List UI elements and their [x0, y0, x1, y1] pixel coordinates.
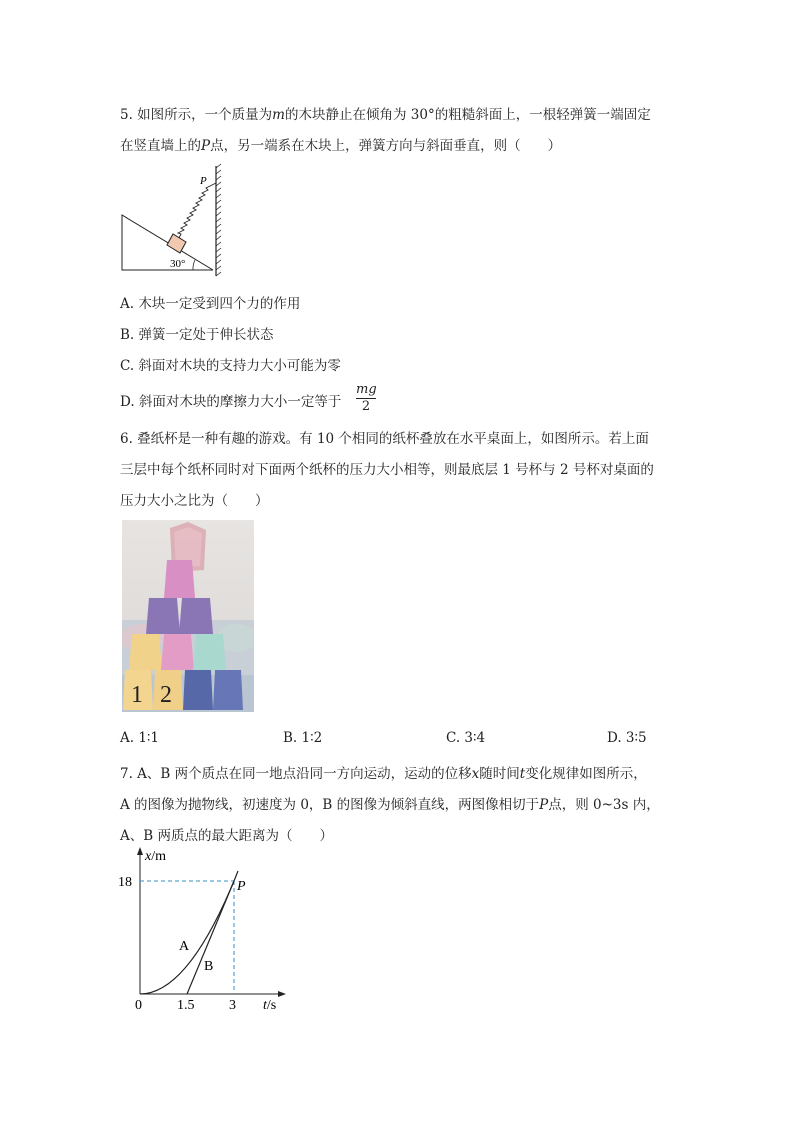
q6-stem-line2: 三层中每个纸杯同时对下面两个纸杯的压力大小相等，则最底层 1 号杯与 2 号杯对桌面的	[120, 462, 654, 478]
q6-option-d[interactable]: D. 3∶5	[607, 730, 647, 746]
x-axis-arrow	[278, 991, 286, 997]
angle-arc	[193, 260, 195, 270]
tick-x-3: 3	[229, 998, 236, 1013]
wood-block	[167, 234, 186, 253]
cup-bottom-4	[213, 670, 243, 710]
y-axis-label: x/m	[145, 849, 166, 864]
q6-option-a[interactable]: A. 1∶1	[120, 730, 160, 746]
q6-stem-line3: 压力大小之比为（ ）	[120, 493, 269, 509]
q6-option-b[interactable]: B. 1∶2	[283, 730, 323, 746]
q5-incline-figure	[118, 163, 228, 278]
q6-option-c[interactable]: C. 3∶4	[446, 730, 486, 746]
cup-label-1: 1	[131, 682, 143, 708]
mass-symbol: m	[272, 107, 285, 123]
mg-over-2-fraction: $\frac{mg}{2}$	[356, 382, 377, 414]
cup-layer2-right	[179, 598, 213, 634]
x-axis-label: t/s	[263, 998, 277, 1013]
q5-option-d[interactable]: D. 斜面对木块的摩擦力大小一定等于	[120, 394, 342, 410]
label-a: A	[179, 939, 190, 954]
cup-label-2: 2	[160, 682, 172, 708]
y-axis-arrow	[137, 847, 143, 855]
q5-option-c[interactable]: C. 斜面对木块的支持力大小可能为零	[120, 358, 341, 374]
q5-stem-line1: 5. 如图所示，一个质量为m的木块静止在倾角为 30°的粗糙斜面上，一根轻弹簧一端固定	[120, 107, 651, 123]
tick-x-0: 0	[135, 998, 142, 1013]
q5-option-b[interactable]: B. 弹簧一定处于伸长状态	[120, 327, 274, 343]
q5-option-a[interactable]: A. 木块一定受到四个力的作用	[120, 296, 301, 312]
q6-stem-line1: 6. 叠纸杯是一种有趣的游戏。有 10 个相同的纸杯叠放在水平桌面上，如图所示。若上面	[120, 431, 649, 447]
angle-label: 30°	[170, 258, 186, 270]
paper-cups-photo	[122, 520, 254, 712]
line-b	[187, 881, 234, 994]
tick-y-18: 18	[118, 875, 132, 890]
q5-stem-line2: 在竖直墙上的P点，另一端系在木块上，弹簧方向与斜面垂直，则（ ）	[120, 138, 562, 154]
label-p: P	[237, 879, 246, 894]
q7-stem-line3: A、B 两质点的最大距离为（ ）	[120, 828, 333, 844]
wall-hatching	[216, 164, 221, 276]
cup-layer2-left	[146, 598, 180, 634]
q7-xt-graph	[110, 845, 290, 1015]
q7-stem-line2: A 的图像为抛物线，初速度为 0，B 的图像为倾斜直线，两图像相切于P点，则 0~3s 内，	[120, 797, 660, 813]
curve-a	[140, 881, 234, 994]
q7-stem-line1: 7. A、B 两个质点在同一地点沿同一方向运动，运动的位移x随时间t变化规律如图所示，	[120, 766, 647, 782]
point-p-label: P	[200, 175, 207, 187]
cup-top	[164, 560, 195, 598]
tick-x-1.5: 1.5	[177, 998, 195, 1013]
incline-triangle	[122, 215, 213, 270]
label-b: B	[204, 959, 214, 974]
cup-layer3-middle	[161, 634, 194, 670]
cup-bottom-3	[183, 670, 213, 710]
cup-layer3-right	[193, 634, 226, 670]
cup-layer3-left	[129, 634, 162, 670]
spring	[178, 183, 216, 238]
